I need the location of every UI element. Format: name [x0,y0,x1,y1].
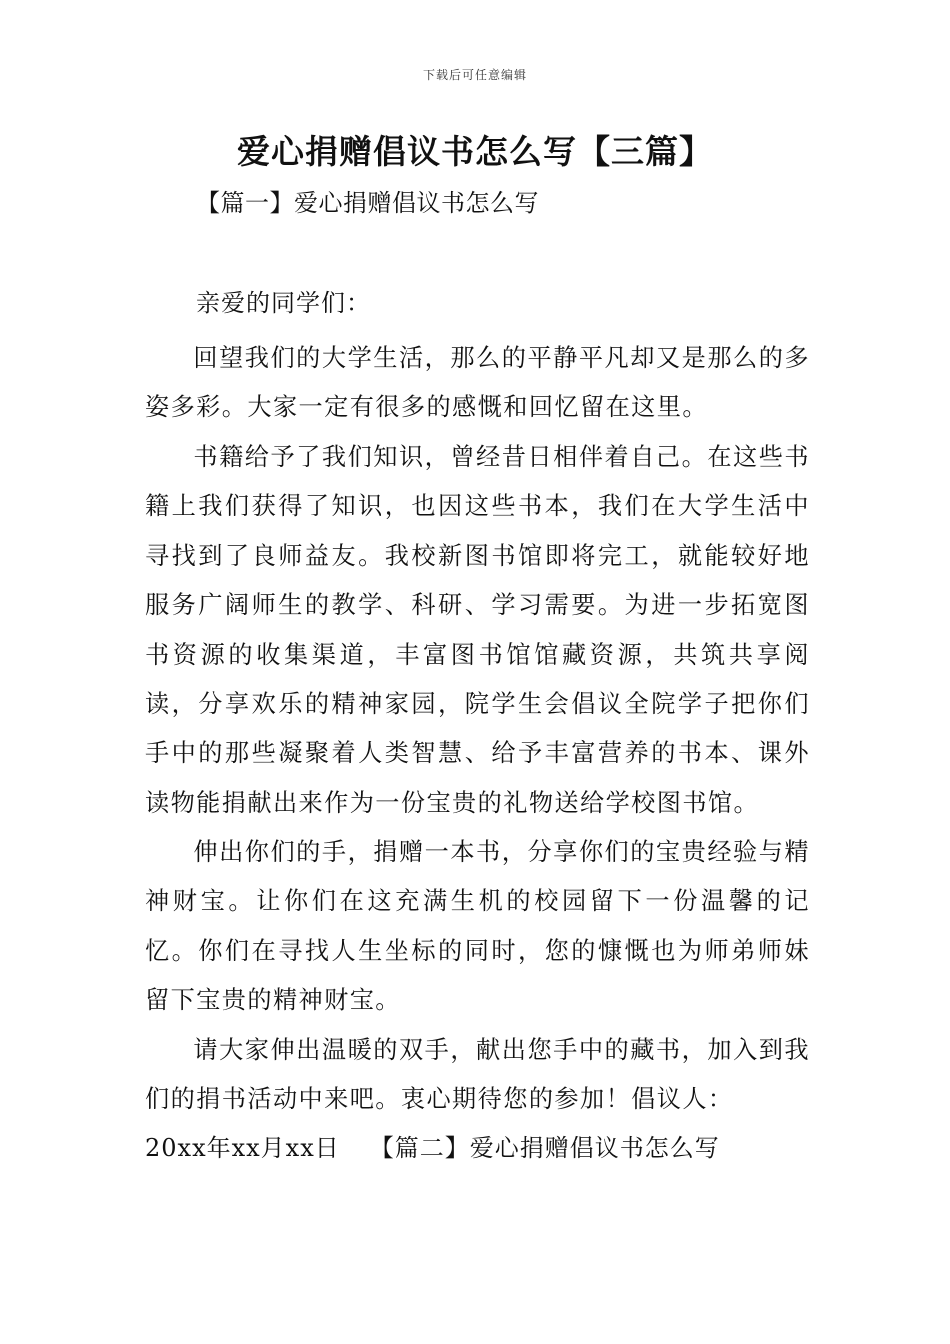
body-paragraph-4-block [145,1026,810,1125]
greeting: 亲爱的同学们： [196,289,371,317]
section-heading-1: 【篇一】爱心捐赠倡议书怎么写 [196,189,539,217]
body-paragraph-1-block [145,334,810,433]
body-paragraph: 请大家伸出温暖的双手，献出您手中的藏书，加入到我们的捐书活动中来吧。衷心期待您的参加！倡议人： [145,1036,810,1114]
body-paragraph: 回望我们的大学生活，那么的平静平凡却又是那么的多姿多彩。大家一定有很多的感慨和回忆留在这里。 [145,344,810,422]
body-paragraph-3-block [145,828,810,1026]
body-paragraph: 书籍给予了我们知识，曾经昔日相伴着自己。在这些书籍上我们获得了知识，也因这些书本，我们在大学生活中寻找到了良师益友。我校新图书馆即将完工，就能较好地服务广阔师生的教学、科研、学习需要。为进一步拓宽图书资源的收集渠道，丰富图书馆馆藏资源，共筑共享阅读，分享欢乐的精神家园，院学生会倡议全院学子把你们手中的那些凝聚着人类智慧、给予丰富营养的书本、课外读物能捐献出来作为一份宝贵的礼物送给学校图书馆。 [145,443,810,817]
body-paragraph: 伸出你们的手，捐赠一本书，分享你们的宝贵经验与精神财宝。让你们在这充满生机的校园留下一份温馨的记忆。你们在寻找人生坐标的同时，您的慷慨也为师弟师妹留下宝贵的精神财宝。 [145,838,810,1015]
header-note: 下载后可任意编辑 [422,68,527,82]
section-heading-2: 【篇二】爱心捐赠倡议书怎么写 [369,1134,720,1162]
body-paragraph-2-block [145,433,810,828]
closing-line [145,1128,720,1163]
document-title: 爱心捐赠倡议书怎么写【三篇】 [237,132,713,171]
date-line: 20xx年xx月xx日 [145,1134,340,1162]
